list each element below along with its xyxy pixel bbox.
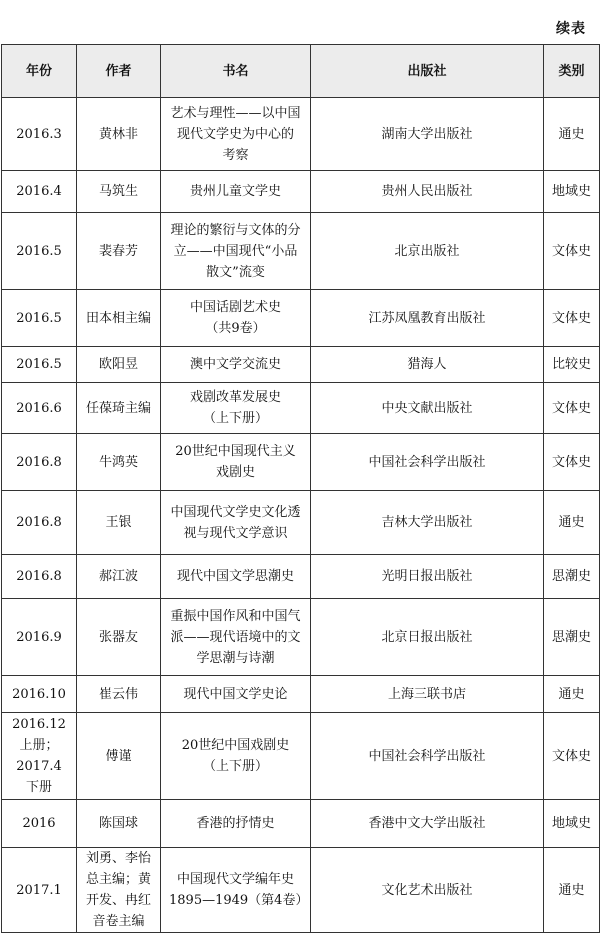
- cell-year: [2, 213, 77, 290]
- cell-author: [77, 676, 161, 713]
- cell-publisher-line: 中央文献出版社: [381, 400, 473, 416]
- cell-category-line: 文体史: [551, 748, 591, 764]
- cell-publisher: [311, 555, 544, 599]
- cell-title-line: 中国现代文学史文化透: [170, 504, 301, 520]
- cell-year: [2, 383, 77, 434]
- cell-category: [544, 347, 600, 383]
- cell-title: [161, 800, 311, 848]
- header-year: 年份: [2, 45, 77, 98]
- cell-publisher: [311, 848, 544, 933]
- cell-category-line: 地域史: [551, 184, 591, 199]
- cell-year-line: 2016.10: [12, 686, 66, 702]
- cell-title-line: （共9卷）: [205, 321, 266, 336]
- cell-year-line: 2016.8: [16, 569, 62, 584]
- cell-year-line: 上册；: [19, 738, 59, 753]
- cell-title-line: 戏剧史: [215, 465, 255, 480]
- cell-author-line: 裴春芳: [98, 243, 138, 259]
- cell-year-line: 2016.5: [16, 357, 62, 372]
- cell-year-line: 2016: [22, 816, 56, 831]
- cell-author-line: 总主编；黄: [85, 872, 151, 887]
- cell-publisher-line: 北京出版社: [394, 243, 460, 259]
- cell-title-line: （上下册）: [202, 759, 268, 774]
- cell-title-line: 现代文学史为中心的: [176, 126, 294, 142]
- cell-year: [2, 171, 77, 213]
- cell-category-line: 通史: [558, 515, 585, 530]
- cell-title-line: 学思潮与诗潮: [196, 650, 275, 666]
- cell-category-line: 通史: [558, 686, 585, 702]
- cell-title-line: 1895—1949（第4卷）: [169, 893, 309, 908]
- cell-publisher: [311, 676, 544, 713]
- cell-year: [2, 434, 77, 491]
- cell-year: [2, 555, 77, 599]
- cell-publisher: [311, 599, 544, 676]
- cell-year: [2, 491, 77, 555]
- cell-year-line: 2016.8: [16, 515, 62, 530]
- cell-author-line: 音卷主编: [92, 914, 145, 929]
- table-row: [2, 800, 600, 848]
- cell-category-line: 思潮史: [551, 569, 591, 584]
- cell-title-line: 立——中国现代“小品: [173, 243, 298, 259]
- cell-year-line: 2017.4: [16, 759, 62, 774]
- cell-author-line: 傅谨: [105, 748, 132, 764]
- cell-title: [161, 347, 311, 383]
- cell-publisher: [311, 800, 544, 848]
- cell-year-line: 2016.8: [16, 454, 62, 470]
- cell-title: [161, 383, 311, 434]
- cell-author-line: 崔云伟: [98, 686, 138, 702]
- table-row: [2, 347, 600, 383]
- cell-author: [77, 213, 161, 290]
- table-row: [2, 290, 600, 347]
- cell-category: [544, 383, 600, 434]
- table-row: [2, 848, 600, 933]
- continued-table-label: 续表: [556, 21, 586, 37]
- cell-category-line: 文体史: [551, 243, 591, 259]
- cell-author: [77, 434, 161, 491]
- cell-title-line: 视与现代文学意识: [183, 525, 288, 541]
- cell-year: [2, 98, 77, 171]
- cell-title-line: 澳中文学交流史: [189, 357, 281, 372]
- table-row: [2, 434, 600, 491]
- cell-title-line: 戏剧改革发展史: [189, 390, 281, 405]
- table-row: [2, 599, 600, 676]
- cell-category-line: 比较史: [551, 357, 591, 372]
- cell-title-line: 20世纪中国戏剧史: [181, 738, 290, 753]
- table-row: [2, 383, 600, 434]
- cell-title-line: 艺术与理性——以中国: [170, 105, 301, 121]
- header-author: 作者: [77, 45, 161, 98]
- cell-category-line: 思潮史: [551, 629, 591, 645]
- cell-author: [77, 290, 161, 347]
- cell-author: [77, 347, 161, 383]
- cell-title-line: 香港的抒情史: [196, 816, 275, 831]
- cell-publisher-line: 贵州人民出版社: [381, 184, 473, 199]
- cell-author-line: 张器友: [98, 629, 138, 645]
- cell-title-line: （上下册）: [202, 411, 268, 426]
- cell-author: [77, 491, 161, 555]
- cell-author-line: 田本相主编: [85, 310, 151, 326]
- cell-title: [161, 98, 311, 171]
- cell-publisher: [311, 213, 544, 290]
- cell-publisher-line: 中国社会科学出版社: [368, 748, 486, 764]
- cell-category: [544, 491, 600, 555]
- cell-author-line: 任葆琦主编: [85, 400, 151, 416]
- cell-year-line: 2017.1: [16, 882, 62, 898]
- cell-category: [544, 800, 600, 848]
- cell-author: [77, 599, 161, 676]
- cell-category-line: 通史: [558, 126, 585, 142]
- cell-author: [77, 713, 161, 800]
- cell-title-line: 20世纪中国现代主义: [175, 444, 296, 459]
- cell-author-line: 欧阳昱: [98, 357, 138, 372]
- cell-year: [2, 848, 77, 933]
- cell-publisher: [311, 290, 544, 347]
- cell-category: [544, 434, 600, 491]
- cell-year-line: 下册: [25, 780, 52, 795]
- cell-publisher-line: 中国社会科学出版社: [368, 454, 486, 470]
- table-row: [2, 676, 600, 713]
- table-row: [2, 98, 600, 171]
- cell-category-line: 通史: [558, 882, 585, 898]
- cell-category: [544, 171, 600, 213]
- cell-author-line: 陈国球: [98, 816, 138, 831]
- cell-title-line: 现代中国文学思潮史: [176, 569, 294, 584]
- cell-author: [77, 98, 161, 171]
- cell-publisher: [311, 383, 544, 434]
- cell-category: [544, 290, 600, 347]
- cell-title-line: 中国话剧艺术史: [189, 300, 281, 315]
- cell-year: [2, 290, 77, 347]
- cell-category: [544, 848, 600, 933]
- cell-category-line: 文体史: [551, 310, 591, 326]
- cell-publisher-line: 香港中文大学出版社: [368, 816, 486, 831]
- cell-author-line: 刘勇、李怡: [85, 851, 151, 866]
- cell-publisher-line: 文化艺术出版社: [381, 882, 473, 898]
- cell-title-line: 理论的繁衍与文体的分: [170, 222, 301, 238]
- cell-publisher: [311, 491, 544, 555]
- cell-title: [161, 555, 311, 599]
- cell-category: [544, 713, 600, 800]
- header-title: 书名: [161, 45, 311, 98]
- cell-title: [161, 213, 311, 290]
- cell-publisher-line: 北京日报出版社: [381, 629, 473, 645]
- cell-title-line: 现代中国文学史论: [183, 686, 288, 702]
- cell-author: [77, 555, 161, 599]
- cell-publisher: [311, 347, 544, 383]
- cell-category: [544, 213, 600, 290]
- table-row: [2, 555, 600, 599]
- cell-category: [544, 98, 600, 171]
- table-row: [2, 213, 600, 290]
- cell-year: [2, 676, 77, 713]
- cell-author-line: 黄林非: [98, 126, 138, 142]
- cell-title: [161, 491, 311, 555]
- cell-publisher-line: 光明日报出版社: [381, 569, 473, 584]
- cell-year-line: 2016.4: [16, 184, 62, 199]
- cell-year: [2, 347, 77, 383]
- literature-history-table: [1, 44, 600, 933]
- cell-category: [544, 676, 600, 713]
- table-header-row: [2, 45, 600, 98]
- cell-title-line: 中国现代文学编年史: [176, 872, 294, 887]
- cell-publisher-line: 江苏凤凰教育出版社: [368, 310, 486, 326]
- cell-publisher-line: 湖南大学出版社: [381, 126, 473, 142]
- cell-title: [161, 171, 311, 213]
- cell-category: [544, 599, 600, 676]
- cell-category-line: 文体史: [551, 454, 591, 470]
- cell-author-line: 开发、冉红: [85, 893, 151, 908]
- table-row: [2, 713, 600, 800]
- cell-title: [161, 290, 311, 347]
- cell-year: [2, 800, 77, 848]
- cell-title-line: 重振中国作风和中国气: [170, 608, 301, 624]
- cell-publisher: [311, 713, 544, 800]
- cell-year-line: 2016.3: [16, 126, 62, 142]
- cell-title: [161, 713, 311, 800]
- cell-author-line: 王银: [105, 515, 132, 530]
- cell-category-line: 地域史: [551, 816, 591, 831]
- cell-title: [161, 434, 311, 491]
- header-category: 类别: [544, 45, 600, 98]
- cell-category-line: 文体史: [551, 400, 591, 416]
- cell-year: [2, 599, 77, 676]
- cell-year-line: 2016.5: [16, 310, 62, 326]
- cell-publisher-line: 上海三联书店: [387, 686, 466, 702]
- cell-year-line: 2016.12: [12, 717, 66, 732]
- cell-title: [161, 599, 311, 676]
- table-row: [2, 491, 600, 555]
- cell-publisher-line: 猎海人: [407, 357, 447, 372]
- cell-title: [161, 676, 311, 713]
- cell-title-line: 贵州儿童文学史: [189, 184, 281, 199]
- cell-title-line: 散文”流变: [206, 264, 265, 280]
- cell-title-line: 考察: [222, 147, 249, 163]
- cell-year-line: 2016.5: [16, 243, 62, 259]
- cell-author-line: 牛鸿英: [98, 454, 138, 470]
- cell-publisher-line: 吉林大学出版社: [381, 515, 473, 530]
- cell-title-line: 派——现代语境中的文: [170, 629, 301, 645]
- cell-publisher: [311, 98, 544, 171]
- cell-year-line: 2016.9: [16, 629, 62, 645]
- cell-category: [544, 555, 600, 599]
- cell-author: [77, 171, 161, 213]
- cell-author-line: 郝江波: [98, 569, 138, 584]
- header-publisher: 出版社: [311, 45, 544, 98]
- cell-title: [161, 848, 311, 933]
- cell-author: [77, 383, 161, 434]
- cell-publisher: [311, 171, 544, 213]
- cell-author-line: 马筑生: [98, 184, 138, 199]
- cell-year: [2, 713, 77, 800]
- cell-author: [77, 800, 161, 848]
- cell-publisher: [311, 434, 544, 491]
- cell-year-line: 2016.6: [16, 400, 62, 416]
- table-row: [2, 171, 600, 213]
- cell-author: [77, 848, 161, 933]
- table-body: [2, 98, 600, 933]
